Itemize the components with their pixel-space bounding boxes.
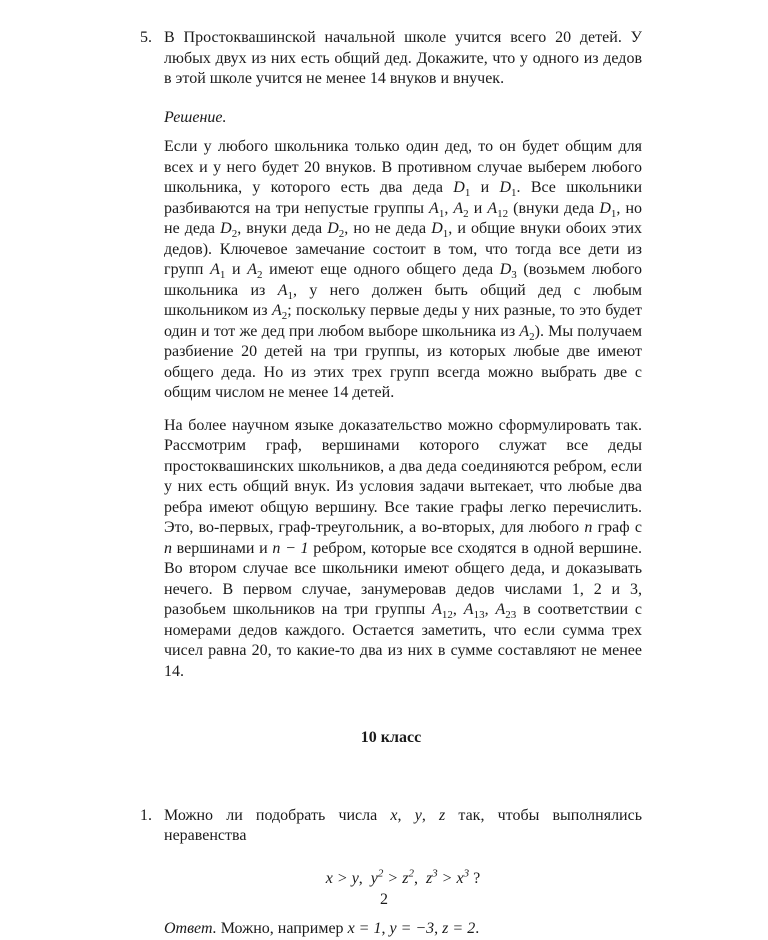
solution-paragraph-1: Если у любого школьника только один дед, то он будет общим для всех и у него будет 20 внуков. В противном случае выберем любого школьника, у которого есть два деда $D_1$ и $D_1$. Все школьники разбиваются на три непустые группы $A_1$, $A_2$ и $A_{12}$ (внуки деда $D_1$, но не деда $D_2$, внуки деда $D_2$, но не деда $D_1$, и общие внуки обоих этих дедов). Ключевое замечание состоит в том, что тогда все дети из групп $A_1$ и $A_2$ имеют еще одного общего деда $D_3$ (возьмем любого школьника из $A_1$, у него должен быть общий дед с любым школьником из $A_2$; поскольку первые деды у них разные, то это будет один и тот же дед при любом выборе школьника из $A_2$). Мы получаем разбиение 20 детей на три группы, из которых любые две имеют общего деда. Но из этих трех групп всегда можно выбрать две с общим числом не менее 14 детей. xyxy=(164,138,643,401)
problem-1 xyxy=(140,806,642,940)
solution-label: Решение. xyxy=(164,108,227,126)
problem-1-statement: Можно ли подобрать числа x, y, z так, чтобы выполнялись неравенства xyxy=(164,806,643,844)
problem-5-body xyxy=(164,28,642,682)
problem-1-answer: Ответ. Можно, например x = 1, y = −3, z = 2. xyxy=(164,920,480,937)
text-column xyxy=(140,28,642,940)
problem-5-statement: В Простоквашинской начальной школе учится всего 20 детей. У любых двух из них есть общий дед. Докажите, что у одного из дедов в этой школе учится не менее 14 внуков и внучек. xyxy=(164,29,642,87)
solution-paragraph-2: На более научном языке доказательство можно сформулировать так. Рассмотрим граф, вершинами которого служат все деды простоквашинских школьников, а два деда соединяются ребром, если у них есть общий внук. Из условия задачи вытекает, что любые два ребра имеют общую вершину. Все такие графы легко перечислить. Это, во-первых, граф-треугольник, а во-вторых, для любого n граф с n вершинами и n − 1 ребром, которые все сходятся в одной вершине. Во втором случае все школьники имеют общего деда, и доказывать нечего. В первом случае, занумеровав дедов числами 1, 2 и 3, разобьем школьников на три группы $A_{12}$, $A_{13}$, $A_{23}$ в соответствии с номерами дедов каждого. Остается заметить, что если сумма трех чисел равна 20, то какие-то два из них в сумме составляют не менее 14. xyxy=(164,416,643,680)
problem-5 xyxy=(140,28,642,682)
problem-5-number: 5. xyxy=(140,29,152,46)
problem-1-number: 1. xyxy=(140,806,152,824)
problem-1-equation: x > y, $y^2 > z^2$, $z^3 > x^3$ ? xyxy=(325,867,481,887)
problem-1-body xyxy=(164,806,642,940)
section-heading: 10 класс xyxy=(360,729,422,746)
page-number: 2 xyxy=(380,891,388,908)
